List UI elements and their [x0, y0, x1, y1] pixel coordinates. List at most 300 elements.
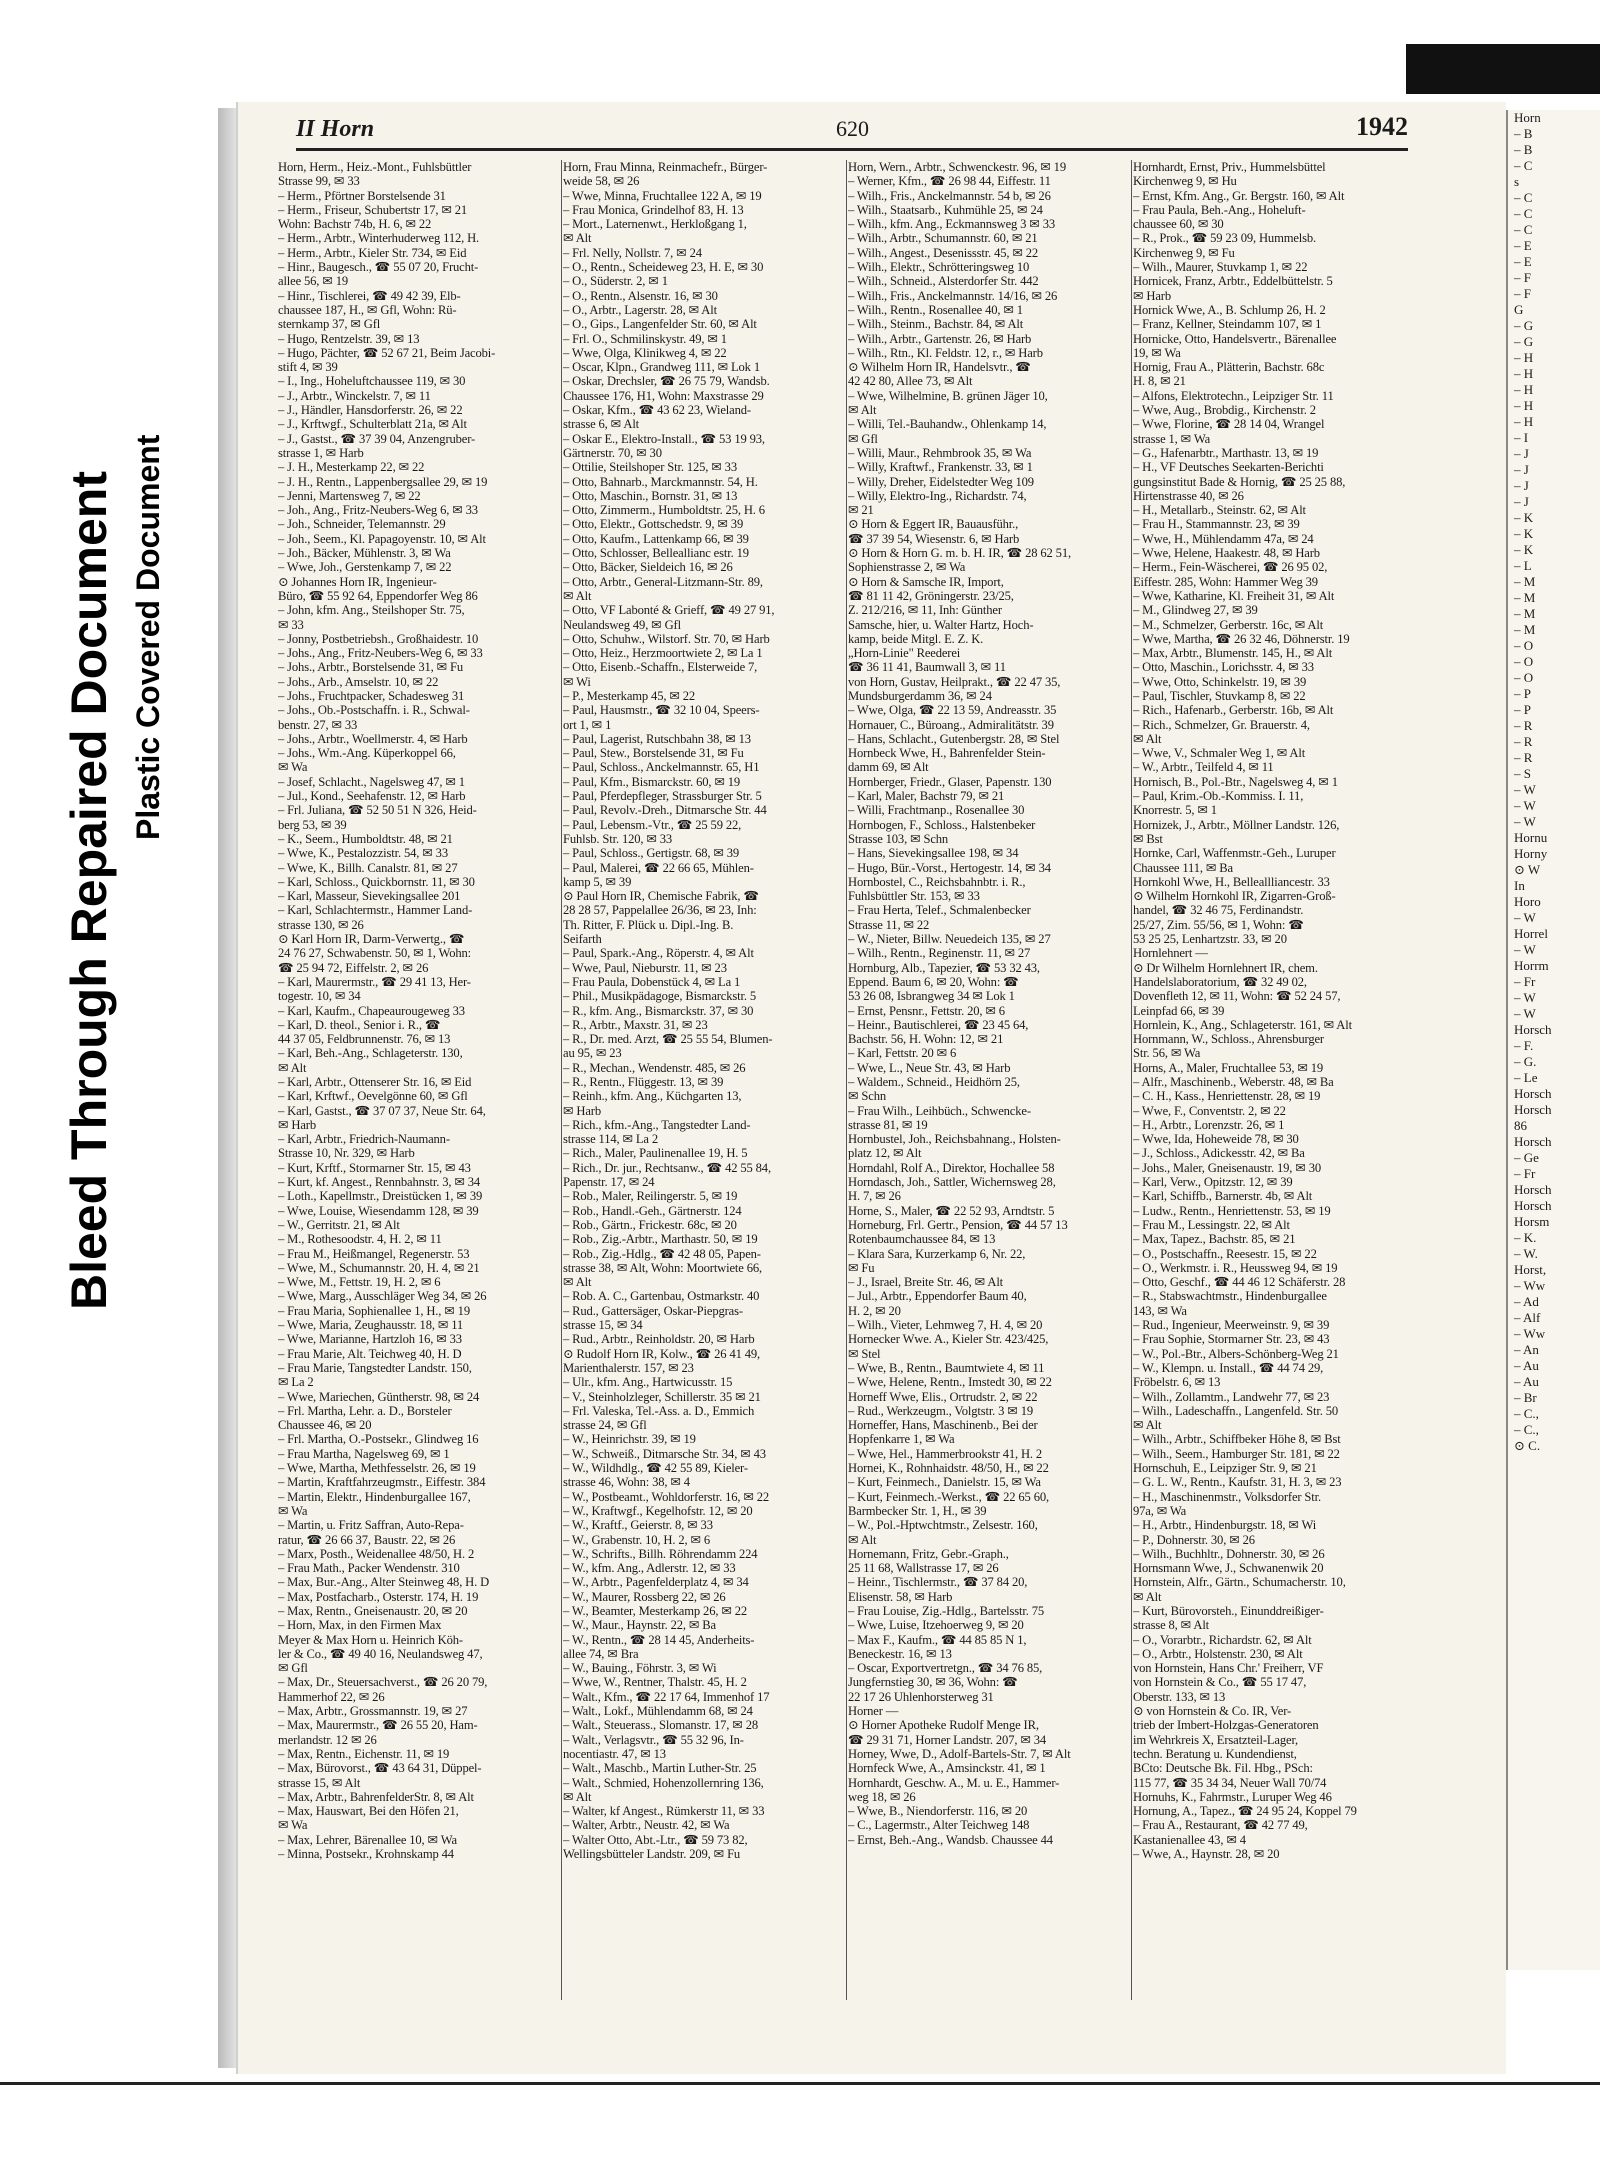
directory-entry-line: – H., VF Deutsches Seekarten-Berichti	[1133, 460, 1324, 475]
next-page-fragment: ⊙ C.	[1514, 1438, 1541, 1453]
next-page-fragment: Hornu	[1514, 830, 1548, 845]
directory-entry-line: trieb der Imbert-Holzgas-Generatoren	[1133, 1718, 1319, 1733]
next-page-fragment: – Au	[1514, 1374, 1539, 1389]
directory-entry-line: – Johs., Ob.-Postschaffn. i. R., Schwal-	[278, 703, 470, 718]
directory-entry-line: nocentiastr. 47, ✉ 13	[563, 1746, 666, 1761]
directory-entry-line: – Oskar, Drechsler, ☎ 26 75 79, Wandsb.	[563, 374, 770, 389]
directory-entry-line: – Jul., Arbtr., Eppendorfer Baum 40,	[848, 1289, 1027, 1304]
side-label-block	[60, 370, 190, 1310]
directory-entry-line: sternkamp 37, ✉ Gfl	[278, 317, 381, 332]
directory-entry-line: – Max, Arbtr., BahrenfelderStr. 8, ✉ Alt	[278, 1789, 474, 1804]
directory-entry-line: – Otto, Maschin., Lorichsstr. 4, ✉ 33	[1133, 660, 1314, 675]
directory-entry-line: Hornicek, Franz, Arbtr., Eddelbüttelstr. 5	[1133, 274, 1333, 289]
directory-entry-line: – Rob., Handl.-Geh., Gärtnerstr. 124	[563, 1203, 742, 1218]
directory-entry-line: ✉ Gfl	[848, 431, 878, 446]
column-divider	[561, 160, 562, 2000]
directory-entry-line: – Wilh., Schneid., Alsterdorfer Str. 442	[848, 274, 1039, 289]
directory-entry-line: – Otto, Maschin., Bornstr. 31, ✉ 13	[563, 488, 738, 503]
directory-entry-line: strasse 6, ✉ Alt	[563, 417, 640, 432]
directory-entry-line: – Karl, Gastst., ☎ 37 07 37, Neue Str. 64,	[278, 1103, 486, 1118]
next-page-fragment: – Ge	[1514, 1150, 1539, 1165]
next-page-fragment: – J	[1514, 446, 1529, 461]
directory-entry-line: – Johs., Arbtr., Borstelsende 31, ✉ Fu	[278, 660, 464, 675]
directory-entry-line: – Max, Bur.-Ang., Alter Steinweg 48, H. D	[278, 1575, 490, 1590]
directory-entry-line: – Wwe, V., Schmaler Weg 1, ✉ Alt	[1133, 746, 1306, 761]
directory-entry-line: – J., Israel, Breite Str. 46, ✉ Alt	[848, 1275, 1004, 1290]
directory-entry-line: – W., Klempn. u. Install., ☎ 44 74 29,	[1133, 1360, 1324, 1375]
directory-entry-line: ⊙ Wilhelm Horn IR, Handelsvtr., ☎	[848, 360, 1031, 375]
directory-entry-line: – Hugo, Pächter, ☎ 52 67 21, Beim Jacobi-	[278, 345, 496, 360]
directory-entry-line: 19, ✉ Wa	[1133, 345, 1181, 360]
directory-entry-line: – Ernst, Kfm. Ang., Gr. Bergstr. 160, ✉ Alt	[1133, 188, 1345, 203]
directory-entry-line: strasse 38, ✉ Alt, Wohn: Moortwiete 66,	[563, 1260, 762, 1275]
directory-entry-line: ⊙ Horn & Samsche IR, Import,	[848, 574, 1004, 589]
directory-entry-line: ✉ Wi	[563, 674, 591, 689]
directory-entry-line: berg 53, ✉ 39	[278, 817, 347, 832]
directory-entry-line: – Wilh., Angest., Desenissstr. 45, ✉ 22	[848, 245, 1039, 260]
next-page-fragment: – C	[1514, 158, 1533, 173]
directory-entry-line: Barmbecker Str. 1, H., ✉ 39	[848, 1503, 987, 1518]
directory-entry-line: – Paul, Hausmstr., ☎ 32 10 04, Speers-	[563, 703, 760, 718]
directory-entry-line: – Josef, Schlacht., Nagelsweg 47, ✉ 1	[278, 774, 465, 789]
directory-entry-line: – J., Schloss., Adickesstr. 42, ✉ Ba	[1133, 1146, 1305, 1161]
directory-entry-line: – P., Mesterkamp 45, ✉ 22	[563, 688, 696, 703]
directory-entry-line: – H., Arbtr., Lorenzstr. 26, ✉ 1	[1133, 1117, 1285, 1132]
directory-entry-line: – J., Gastst., ☎ 37 39 04, Anzengruber-	[278, 431, 476, 446]
directory-entry-line: – R., kfm. Ang., Bismarckstr. 37, ✉ 30	[563, 1003, 754, 1018]
directory-entry-line: – Wwe, M., Fettstr. 19, H. 2, ✉ 6	[278, 1275, 441, 1290]
next-page-fragment: Horst,	[1514, 1262, 1547, 1277]
directory-entry-line: – Karl, D. theol., Senior i. R., ☎	[278, 1017, 441, 1032]
directory-entry-line: – Paul, Krim.-Ob.-Kommiss. I. 11,	[1133, 789, 1304, 804]
directory-entry-line: togestr. 10, ✉ 34	[278, 989, 361, 1004]
directory-entry-line: – Wwe, Joh., Gerstenkamp 7, ✉ 22	[278, 560, 452, 575]
directory-entry-line: – K., Seem., Humboldtstr. 48, ✉ 21	[278, 831, 453, 846]
directory-entry-line: Eiffestr. 285, Wohn: Hammer Weg 39	[1133, 574, 1318, 589]
directory-entry-line: 44 37 05, Feldbrunnenstr. 76, ✉ 13	[278, 1032, 451, 1047]
next-page-fragment: – E	[1514, 238, 1532, 253]
directory-entry-line: – Willy, Dreher, Eidelstedter Weg 109	[848, 474, 1034, 489]
directory-entry-line: – Karl, Beh.-Ang., Schlageterstr. 130,	[278, 1046, 463, 1061]
directory-column-1	[278, 160, 562, 2010]
next-page-fragment: Horo	[1514, 894, 1541, 909]
directory-entry-line: – Wilh., Buchhltr., Dohnerstr. 30, ✉ 26	[1133, 1546, 1325, 1561]
directory-entry-line: – M., Glindweg 27, ✉ 39	[1133, 603, 1258, 618]
directory-entry-line: chaussee 187, H., ✉ Gfl, Wohn: Rü-	[278, 302, 457, 317]
directory-entry-line: Horndasch, Joh., Sattler, Wichernsweg 28,	[848, 1175, 1056, 1190]
next-page-fragment: – W	[1514, 1006, 1536, 1021]
directory-entry-line: – Marx, Posth., Weidenallee 48/50, H. 2	[278, 1546, 475, 1561]
next-page-fragment: – H	[1514, 350, 1534, 365]
directory-entry-line: – R., Mechan., Wendenstr. 485, ✉ 26	[563, 1060, 746, 1075]
next-page-fragment: – G	[1514, 318, 1534, 333]
directory-entry-line: – Wilh., Seem., Hamburger Str. 181, ✉ 22	[1133, 1446, 1340, 1461]
next-page-fragment: – Br	[1514, 1390, 1537, 1405]
directory-entry-line: – Waldem., Schneid., Heidhörn 25,	[848, 1075, 1020, 1089]
directory-entry-line: – Wwe, Otto, Schinkelstr. 19, ✉ 39	[1133, 674, 1307, 689]
next-page-fragment: – R	[1514, 734, 1533, 749]
directory-entry-line: – Franz, Kellner, Steindamm 107, ✉ 1	[1133, 317, 1322, 332]
directory-entry-line: – Walter, Arbtr., Neustr. 42, ✉ Wa	[563, 1818, 730, 1833]
next-page-fragment: – M	[1514, 574, 1536, 589]
directory-entry-line: – Max F., Kaufm., ☎ 44 85 85 N 1,	[848, 1632, 1027, 1647]
directory-entry-line: – Wilh., Steinm., Bachstr. 84, ✉ Alt	[848, 317, 1024, 332]
directory-entry-line: ✉ Stel	[848, 1346, 881, 1361]
directory-entry-line: Papenstr. 17, ✉ 24	[563, 1175, 655, 1190]
directory-entry-line: – Karl, Verw., Opitzstr. 12, ✉ 39	[1133, 1175, 1293, 1190]
directory-entry-line: – C., Lagermstr., Alter Teichweg 148	[848, 1818, 1030, 1833]
directory-entry-line: allee 56, ✉ 19	[278, 274, 349, 289]
directory-entry-line: – Walt., Verlagsvtr., ☎ 55 32 96, In-	[563, 1732, 744, 1747]
directory-entry-line: Th. Ritter, F. Plück u. Dipl.-Ing. B.	[563, 917, 734, 932]
directory-entry-line: – Frau Martha, Nagelsweg 69, ✉ 1	[278, 1446, 450, 1461]
directory-entry-line: Hirtenstrasse 40, ✉ 26	[1133, 488, 1244, 503]
directory-entry-line: – Kurt, kf. Angest., Rennbahnstr. 3, ✉ 34	[278, 1175, 481, 1190]
directory-entry-line: ✉ Wa	[278, 1503, 308, 1518]
directory-entry-line: 25 11 68, Wallstrasse 17, ✉ 26	[848, 1561, 999, 1576]
directory-entry-line: ✉ Alt	[848, 1532, 877, 1547]
directory-entry-line: – I., Ing., Hoheluftchaussee 119, ✉ 30	[278, 374, 466, 389]
directory-entry-line: Str. 56, ✉ Wa	[1133, 1046, 1201, 1061]
directory-entry-line: Hornmann, W., Schloss., Ahrensburger	[1133, 1032, 1324, 1047]
next-page-fragment: – O	[1514, 638, 1534, 653]
directory-entry-line: Leinpfad 66, ✉ 39	[1133, 1003, 1225, 1018]
next-page-fragment: – Fr	[1514, 974, 1536, 989]
directory-entry-line: ler & Co., ☎ 49 40 16, Neulandsweg 47,	[278, 1646, 483, 1661]
directory-entry-line: – Paul, Pferdepfleger, Strassburger Str. 5	[563, 789, 762, 804]
directory-entry-line: – Wilh., Rentn., Reginenstr. 11, ✉ 27	[848, 946, 1031, 961]
directory-entry-line: – Karl, Schloss., Quickbornstr. 11, ✉ 30	[278, 874, 475, 889]
directory-entry-line: – O., Rentn., Alsenstr. 16, ✉ 30	[563, 288, 718, 303]
directory-entry-line: – W., Wildhdlg., ☎ 42 55 89, Kieler-	[563, 1461, 748, 1476]
directory-entry-line: – Ernst, Pensnr., Fettstr. 20, ✉ 6	[848, 1003, 1005, 1018]
next-page-fragment: – M	[1514, 622, 1536, 637]
directory-entry-line: – Oskar, Kfm., ☎ 43 62 23, Wieland-	[563, 403, 751, 418]
directory-entry-line: – Wwe, B., Rentn., Baumtwiete 4, ✉ 11	[848, 1360, 1045, 1375]
directory-entry-line: – W., kfm. Ang., Adlerstr. 12, ✉ 33	[563, 1561, 736, 1576]
directory-entry-line: – Otto, Bahnarb., Marckmannstr. 54, H.	[563, 474, 758, 489]
directory-entry-line: ☎ 37 39 54, Wiesenstr. 6, ✉ Harb	[848, 531, 1020, 546]
directory-entry-line: – W., Kraftwgf., Kegelhofstr. 12, ✉ 20	[563, 1503, 753, 1518]
directory-entry-line: – Johs., Fruchtpacker, Schadesweg 31	[278, 688, 465, 703]
directory-entry-line: ✉ Harb	[1133, 288, 1171, 303]
directory-entry-line: Z. 212/216, ✉ 11, Inh: Günther	[848, 603, 1002, 618]
next-page-fragment: – Alf	[1514, 1310, 1541, 1325]
directory-entry-line: – Minna, Postsekr., Krohnskamp 44	[278, 1847, 454, 1862]
directory-entry-line: ☎ 25 94 72, Eiffelstr. 2, ✉ 26	[278, 960, 429, 975]
directory-entry-line: – Paul, Lebensm.-Vtr., ☎ 25 59 22,	[563, 817, 742, 832]
column-divider	[1131, 160, 1132, 2000]
directory-entry-line: – W., Pol.-Hptwchtmstr., Zelsestr. 160,	[848, 1518, 1038, 1533]
directory-entry-line: – R., Dr. med. Arzt, ☎ 25 55 54, Blumen-	[563, 1032, 773, 1047]
next-page-fragment: – B	[1514, 142, 1533, 157]
directory-entry-line: – Max, Lehrer, Bärenallee 10, ✉ Wa	[278, 1832, 457, 1847]
directory-entry-line: ✉ Alt	[563, 231, 592, 246]
directory-entry-line: – Rich., Dr. jur., Rechtsanw., ☎ 42 55 84,	[563, 1160, 771, 1175]
directory-entry-line: kamp, beide Mitgl. E. Z. K.	[848, 631, 984, 646]
directory-entry-line: – Otto, Arbtr., General-Litzmann-Str. 89,	[563, 574, 763, 589]
directory-entry-line: – Ernst, Beh.-Ang., Wandsb. Chaussee 44	[848, 1832, 1053, 1847]
directory-entry-line: ✉ Alt	[848, 403, 877, 418]
directory-entry-line: ✉ Alt	[1133, 1418, 1162, 1433]
next-page-fragment: – W	[1514, 782, 1536, 797]
directory-entry-line: – Karl, Schlachtermstr., Hammer Land-	[278, 903, 473, 918]
directory-entry-line: Fuhlsb. Str. 120, ✉ 33	[563, 831, 673, 846]
next-page-fragment: – W	[1514, 814, 1536, 829]
directory-entry-line: Fuhlsbüttler Str. 153, ✉ 33	[848, 889, 980, 904]
directory-entry-line: – Frau Marie, Tangstedter Landstr. 150,	[278, 1360, 472, 1375]
directory-entry-line: – Paul, Spark.-Ang., Röperstr. 4, ✉ Alt	[563, 946, 754, 961]
directory-entry-line: – Walt., Lokf., Mühlendamm 68, ✉ 24	[563, 1704, 753, 1719]
directory-entry-line: ✉ Alt	[1133, 1589, 1162, 1604]
directory-entry-line: ⊙ Horn & Horn G. m. b. H. IR, ☎ 28 62 51,	[848, 546, 1071, 561]
directory-entry-line: – R., Prok., ☎ 59 23 09, Hummelsb.	[1133, 231, 1317, 246]
directory-entry-line: ✉ Wa	[278, 760, 308, 775]
directory-entry-line: – Wwe, K., Pestalozzistr. 54, ✉ 33	[278, 846, 448, 861]
directory-entry-line: Büro, ☎ 55 92 64, Eppendorfer Weg 86	[278, 588, 478, 603]
directory-entry-line: Horn, Frau Minna, Reinmachefr., Bürger-	[563, 160, 768, 174]
directory-entry-line: – Wilh., Fris., Anckelmannstr. 14/16, ✉ 26	[848, 288, 1058, 303]
directory-entry-line: – Walt., Kfm., ☎ 22 17 64, Immenhof 17	[563, 1689, 770, 1704]
directory-entry-line: strasse 8, ✉ Alt	[1133, 1618, 1210, 1633]
directory-entry-line: Kirchenweg 9, ✉ Hu	[1133, 174, 1237, 189]
directory-entry-line: – Hans, Sievekingsallee 198, ✉ 34	[848, 846, 1019, 861]
directory-entry-line: – Otto, Eisenb.-Schaffn., Elsterweide 7,	[563, 660, 758, 675]
next-page-fragment: Horrm	[1514, 958, 1549, 973]
directory-entry-line: – Wilh., Elektr., Schrötteringsweg 10	[848, 260, 1030, 275]
directory-entry-line: – O., Postschaffn., Reesestr. 15, ✉ 22	[1133, 1246, 1317, 1261]
directory-entry-line: – Kurt, Bürovorsteh., Einunddreißiger-	[1133, 1603, 1324, 1618]
directory-entry-line: – J. H., Mesterkamp 22, ✉ 22	[278, 460, 425, 475]
directory-entry-line: – Rich., Maler, Paulinenallee 19, H. 5	[563, 1146, 748, 1161]
directory-entry-line: Hornhardt, Geschw. A., M. u. E., Hammer-	[848, 1775, 1060, 1790]
next-page-fragment: – W	[1514, 990, 1536, 1005]
directory-entry-line: – Wwe, Minna, Fruchtallee 122 A, ✉ 19	[563, 188, 762, 203]
directory-entry-line: ✉ Alt	[563, 1275, 592, 1290]
directory-entry-line: im Wehrkreis X, Ersatzteil-Lager,	[1133, 1732, 1298, 1747]
directory-entry-line: – C. H., Kass., Henriettenstr. 28, ✉ 19	[1133, 1089, 1321, 1104]
next-page-fragment: In	[1514, 878, 1525, 893]
directory-entry-line: – G. L. W., Rentn., Kaufstr. 31, H. 3, ✉ 23	[1133, 1475, 1342, 1490]
directory-entry-line: von Horn, Gustav, Heilprakt., ☎ 22 47 35,	[848, 674, 1061, 689]
next-page-fragment: Horsch	[1514, 1182, 1552, 1197]
directory-entry-line: – Paul, Malerei, ☎ 22 66 65, Mühlen-	[563, 860, 754, 875]
next-page-fragment: Horsch	[1514, 1086, 1552, 1101]
directory-entry-line: BCto: Deutsche Bk. Fil. Hbg., PSch:	[1133, 1761, 1313, 1776]
directory-entry-line: Neulandsweg 49, ✉ Gfl	[563, 617, 681, 632]
directory-entry-line: Fröbelstr. 6, ✉ 13	[1133, 1375, 1221, 1390]
next-page-fragment: Horny	[1514, 846, 1548, 861]
next-page-fragment: Horsm	[1514, 1214, 1550, 1229]
directory-entry-line: – O., Arbtr., Lagerstr. 28, ✉ Alt	[563, 302, 717, 317]
directory-entry-line: – Paul, Schloss., Anckelmannstr. 65, H1	[563, 760, 760, 775]
next-page-fragment: – W	[1514, 798, 1536, 813]
directory-entry-line: – Kurt, Feinmech., Danielstr. 15, ✉ Wa	[848, 1475, 1041, 1490]
directory-entry-line: Hornuhs, K., Fahrmstr., Luruper Weg 46	[1133, 1789, 1332, 1804]
page-number: 620	[836, 116, 869, 141]
directory-entry-line: – W., Pol.-Btr., Albers-Schönberg-Weg 21	[1133, 1346, 1339, 1361]
next-page-fragment: ⊙ W	[1514, 862, 1541, 877]
next-page-fragment: – W	[1514, 910, 1536, 925]
directory-entry-line: – Joh., Schneider, Telemannstr. 29	[278, 517, 446, 532]
next-page-fragment: – M	[1514, 606, 1536, 621]
directory-entry-line: Chaussee 176, H1, Wohn: Maxstrasse 29	[563, 388, 764, 403]
directory-entry-line: Strasse 99, ✉ 33	[278, 174, 360, 189]
directory-entry-line: – Wwe, K., Billh. Canalstr. 81, ✉ 27	[278, 860, 458, 875]
directory-entry-line: – Alfons, Elektrotechn., Leipziger Str. 11	[1133, 388, 1334, 403]
directory-entry-line: Dovenfleth 12, ✉ 11, Wohn: ☎ 52 24 57,	[1133, 989, 1341, 1004]
directory-entry-line: 42 42 80, Allee 73, ✉ Alt	[848, 374, 973, 389]
directory-entry-line: – W., Heinrichstr. 39, ✉ 19	[563, 1432, 696, 1447]
directory-entry-line: – Max, Hauswart, Bei den Höfen 21,	[278, 1804, 459, 1819]
directory-entry-line: Mundsburgerdamm 36, ✉ 24	[848, 688, 992, 703]
directory-entry-line: – Frau Maria, Sophienallee 1, H., ✉ 19	[278, 1303, 470, 1318]
directory-entry-line: – Wilh., Rentn., Rosenallee 40, ✉ 1	[848, 302, 1023, 317]
directory-entry-line: – M., Schmelzer, Gerberstr. 16c, ✉ Alt	[1133, 617, 1324, 632]
next-page-fragment: – S	[1514, 766, 1531, 781]
next-page-fragment: – E	[1514, 254, 1532, 269]
directory-entry-line: Hornhardt, Ernst, Priv., Hummelsbüttel	[1133, 160, 1326, 174]
directory-entry-line: – Loth., Kapellmstr., Dreistücken 1, ✉ 39	[278, 1189, 483, 1204]
directory-entry-line: – Klara Sara, Kurzerkamp 6, Nr. 22,	[848, 1246, 1026, 1261]
directory-entry-line: Strasse 103, ✉ Schn	[848, 831, 949, 846]
directory-entry-line: – Jul., Kond., Seehafenstr. 12, ✉ Harb	[278, 789, 466, 804]
directory-entry-line: ✉ Harb	[278, 1117, 316, 1132]
directory-entry-line: – Frau Herta, Telef., Schmalenbecker	[848, 903, 1031, 918]
directory-entry-line: – J., Händler, Hansdorferstr. 26, ✉ 22	[278, 403, 463, 418]
next-page-fragment: – O	[1514, 670, 1534, 685]
next-page-fragment: – C	[1514, 206, 1533, 221]
directory-entry-line: Horn, Herm., Heiz.-Mont., Fuhlsbüttler	[278, 160, 472, 174]
directory-entry-line: merlandstr. 12 ✉ 26	[278, 1732, 377, 1747]
directory-entry-line: ✉ Alt	[563, 1789, 592, 1804]
directory-entry-line: – Wwe, Helene, Haakestr. 48, ✉ Harb	[1133, 546, 1320, 561]
directory-entry-line: – Wwe, Maria, Zeughausstr. 18, ✉ 11	[278, 1318, 464, 1333]
directory-entry-line: – Rud., Arbtr., Reinholdstr. 20, ✉ Harb	[563, 1332, 755, 1347]
next-page-fragment: – C	[1514, 222, 1533, 237]
directory-entry-line: au 95, ✉ 23	[563, 1046, 622, 1061]
directory-entry-line: – Alfr., Maschinenb., Weberstr. 48, ✉ Ba	[1133, 1075, 1334, 1089]
directory-entry-line: – Herm., Arbtr., Winterhuderweg 112, H.	[278, 231, 480, 246]
directory-entry-line: – Johs., Ang., Fritz-Neubers-Weg 6, ✉ 33	[278, 646, 483, 661]
directory-entry-line: – V., Steinholzleger, Schillerstr. 35 ✉ 21	[563, 1389, 761, 1404]
directory-entry-line: Gärtnerstr. 70, ✉ 30	[563, 445, 662, 460]
directory-entry-line: – Hinr., Baugesch., ☎ 55 07 20, Frucht-	[278, 260, 479, 275]
next-page-fragment: Horsch	[1514, 1102, 1552, 1117]
directory-entry-line: 28 28 57, Pappelallee 26/36, ✉ 23, Inh:	[563, 903, 757, 918]
directory-entry-line: Strasse 11, ✉ 22	[848, 917, 930, 932]
directory-entry-line: – Heinr., Tischlermstr., ☎ 37 84 20,	[848, 1575, 1028, 1590]
directory-entry-line: ✉ Wa	[278, 1818, 308, 1833]
directory-entry-line: – O., Vorarbtr., Richardstr. 62, ✉ Alt	[1133, 1632, 1312, 1647]
directory-entry-line: – Wwe, Olga, Klinikweg 4, ✉ 22	[563, 345, 727, 360]
next-page-fragment: – H	[1514, 398, 1534, 413]
directory-entry-line: – Paul, Schloss., Gertigstr. 68, ✉ 39	[563, 846, 740, 861]
directory-entry-line: – Max, Maurermstr., ☎ 26 55 20, Ham-	[278, 1718, 478, 1733]
next-page-fragment: – I	[1514, 430, 1529, 445]
directory-entry-line: benstr. 27, ✉ 33	[278, 717, 358, 732]
directory-entry-line: Hornbogen, F., Schloss., Halstenbeker	[848, 817, 1036, 832]
directory-entry-line: – Wilh., Rtn., Kl. Feldstr. 12, r., ✉ Harb	[848, 345, 1043, 360]
directory-entry-line: 143, ✉ Wa	[1133, 1303, 1187, 1318]
directory-entry-line: – Johs., Arb., Amselstr. 10, ✉ 22	[278, 674, 439, 689]
directory-entry-line: Chaussee 111, ✉ Ba	[1133, 860, 1233, 875]
directory-entry-line: – H., Maschinenmstr., Volksdorfer Str.	[1133, 1489, 1321, 1504]
directory-entry-line: Horns, A., Maler, Fruchtallee 53, ✉ 19	[1133, 1060, 1324, 1075]
directory-entry-line: – R., Arbtr., Maxstr. 31, ✉ 23	[563, 1017, 708, 1032]
directory-entry-line: Horneff Wwe, Elis., Ortrudstr. 2, ✉ 22	[848, 1389, 1038, 1404]
directory-entry-line: – Frau M., Heißmangel, Regenerstr. 53	[278, 1246, 470, 1261]
directory-entry-line: strasse 24, ✉ Gfl	[563, 1418, 647, 1433]
next-page-fragment: – P	[1514, 686, 1531, 701]
directory-entry-line: – Wwe, Martha, Methfesselstr. 26, ✉ 19	[278, 1461, 476, 1476]
directory-entry-line: – Frau H., Stammannstr. 23, ✉ 39	[1133, 517, 1300, 532]
next-page-fragment: s	[1514, 174, 1520, 189]
directory-entry-line: – Frau M., Lessingstr. 22, ✉ Alt	[1133, 1217, 1290, 1232]
directory-entry-line: – Rob. A. C., Gartenbau, Ostmarkstr. 40	[563, 1289, 760, 1304]
directory-entry-line: – Joh., Bäcker, Mühlenstr. 3, ✉ Wa	[278, 546, 451, 561]
page-binding-edge	[218, 108, 240, 2068]
directory-entry-line: – O., Rentn., Scheideweg 23, H. E, ✉ 30	[563, 260, 764, 275]
directory-entry-line: – J., Arbtr., Winckelstr. 7, ✉ 11	[278, 388, 431, 403]
next-page-fragment: – Au	[1514, 1358, 1539, 1373]
directory-entry-line: – Max, Tapez., Bachstr. 85, ✉ 21	[1133, 1232, 1296, 1247]
directory-entry-line: – Johs., Wm.-Ang. Küperkoppel 66,	[278, 746, 456, 761]
directory-entry-line: – Karl, Fettstr. 20 ✉ 6	[848, 1046, 957, 1061]
directory-entry-line: – Wwe, Luise, Itzehoerweg 9, ✉ 20	[848, 1618, 1024, 1633]
directory-entry-line: – O., Werkmstr. i. R., Heussweg 94, ✉ 19	[1133, 1260, 1338, 1275]
directory-entry-line: 53 25 25, Lenhartzstr. 33, ✉ 20	[1133, 932, 1287, 947]
directory-entry-line: – Max, Arbtr., Blumenstr. 145, H., ✉ Alt	[1133, 646, 1333, 661]
directory-entry-line: Handelslaboratorium, ☎ 32 49 02,	[1133, 974, 1307, 989]
next-page-fragment: – O	[1514, 654, 1534, 669]
next-page-fragment: – H	[1514, 414, 1534, 429]
directory-entry-line: – Frl. Juliana, ☎ 52 50 51 N 326, Heid-	[278, 803, 477, 818]
next-page-fragment: – L	[1514, 558, 1532, 573]
directory-entry-line: – Max, Bürovorst., ☎ 43 64 31, Düppel-	[278, 1761, 482, 1776]
directory-entry-line: – Frau A., Restaurant, ☎ 42 77 49,	[1133, 1818, 1308, 1833]
directory-entry-line: ⊙ Rudolf Horn IR, Kolw., ☎ 26 41 49,	[563, 1346, 761, 1361]
directory-entry-line: ☎ 36 11 41, Baumwall 3, ✉ 11	[848, 660, 1006, 675]
directory-entry-line: – Wilh., Arbtr., Gartenstr. 26, ✉ Harb	[848, 331, 1032, 346]
directory-entry-line: – Karl, Maurermstr., ☎ 29 41 13, Her-	[278, 974, 471, 989]
directory-entry-line: – W., Maur., Haynstr. 22, ✉ Ba	[563, 1618, 716, 1633]
directory-entry-line: – Mort., Laternenwt., Herkloßgang 1,	[563, 217, 747, 232]
directory-entry-line: – Frl. Martha, Lehr. a. D., Borsteler	[278, 1403, 452, 1418]
directory-entry-line: – Wwe, H., Mühlendamm 47a, ✉ 24	[1133, 531, 1314, 546]
directory-entry-line: – Wilh., Fris., Anckelmannstr. 54 b, ✉ 26	[848, 188, 1051, 203]
next-page-fragment: G	[1514, 302, 1524, 317]
directory-entry-line: – Wwe, B., Niendorferstr. 116, ✉ 20	[848, 1804, 1028, 1819]
directory-entry-line: Hornsmann Wwe, J., Schwanenwik 20	[1133, 1561, 1324, 1576]
directory-entry-line: – Wwe, M., Schumannstr. 20, H. 4, ✉ 21	[278, 1260, 480, 1275]
directory-entry-line: stift 4, ✉ 39	[278, 360, 338, 375]
directory-entry-line: Hornstein, Alfr., Gärtn., Schumacherstr. 10,	[1133, 1575, 1346, 1590]
directory-entry-line: – Frau Paula, Dobenstück 4, ✉ La 1	[563, 974, 741, 989]
next-page-fragment: – K.	[1514, 1230, 1537, 1245]
next-page-fragment: – C.,	[1514, 1422, 1539, 1437]
directory-entry-line: – Paul, Lagerist, Rutschbahn 38, ✉ 13	[563, 731, 751, 746]
directory-entry-line: strasse 130, ✉ 26	[278, 917, 364, 932]
directory-entry-line: Hornschuh, E., Leipziger Str. 9, ✉ 21	[1133, 1461, 1317, 1476]
directory-entry-line: Kastanienallee 43, ✉ 4	[1133, 1832, 1246, 1847]
directory-entry-line: – W., Arbtr., Teilfeld 4, ✉ 11	[1133, 760, 1274, 775]
directory-entry-line: – Rob., Maler, Reilingerstr. 5, ✉ 19	[563, 1189, 738, 1204]
directory-entry-line: Hornkohl Wwe, H., Belleallliancestr. 33	[1133, 874, 1330, 889]
directory-entry-line: – Karl, Arbtr., Ottenserer Str. 16, ✉ Eid	[278, 1075, 472, 1089]
directory-entry-line: – Rob., Gärtn., Frickestr. 68c, ✉ 20	[563, 1217, 737, 1232]
directory-entry-line: – Wilh., Arbtr., Schumannstr. 60, ✉ 21	[848, 231, 1038, 246]
